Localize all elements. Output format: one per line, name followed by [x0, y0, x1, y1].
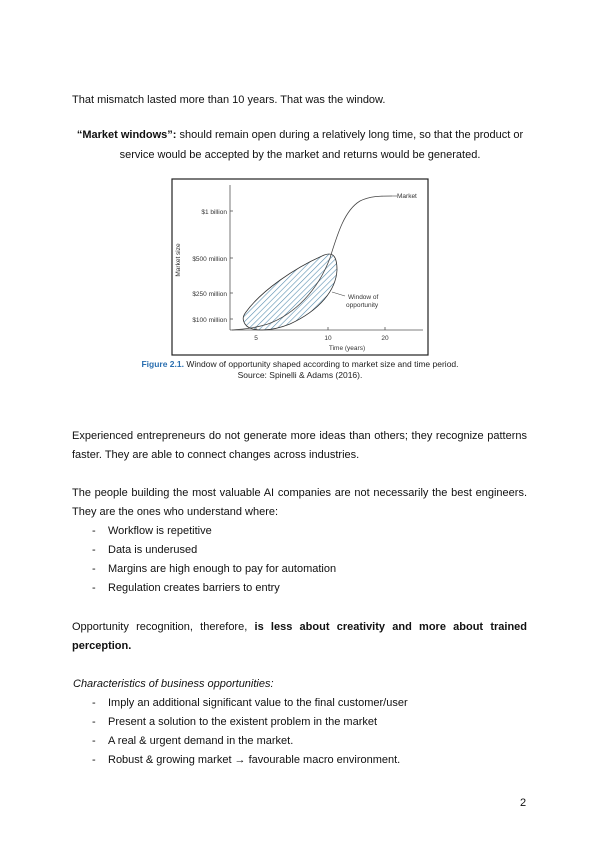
- text-bold: is less about creativity and more about trained: [254, 621, 527, 633]
- market-windows-label: “Market windows”:: [76, 129, 177, 141]
- list-item-text: A real & urgent demand in the market.: [108, 735, 294, 747]
- market-windows-text: should remain open during a relatively long time, so that the product or: [179, 129, 524, 141]
- y-axis-label: Market size: [175, 243, 182, 277]
- caption-text: Window of opportunity shaped according to market size and time period.: [186, 359, 459, 369]
- figure-source: Source: Spinelli & Adams (2016).: [237, 370, 363, 380]
- bullet-dash: -: [92, 754, 96, 766]
- list-item-text: Data is underused: [108, 544, 198, 556]
- y-tick-100m: $100 million: [192, 317, 227, 324]
- y-tick-500m: $500 million: [192, 256, 227, 263]
- list-item-text: Robust & growing market → favourable macro environment.: [108, 754, 401, 766]
- window-label-2: opportunity: [346, 302, 379, 309]
- list-item-text: Regulation creates barriers to entry: [108, 582, 280, 594]
- paragraph-opportunity-line1: [72, 620, 527, 634]
- paragraph-experienced-line2: faster. They are able to connect changes across industries.: [72, 449, 360, 461]
- x-tick-5: 5: [254, 335, 258, 342]
- bullet-dash: -: [92, 697, 96, 709]
- paragraph-experienced-line1: Experienced entrepreneurs do not generate more ideas than others; they recognize patterns: [72, 430, 527, 442]
- bullet-dash: -: [92, 544, 96, 556]
- y-tick-250m: $250 million: [192, 291, 227, 298]
- text-bold: perception.: [72, 640, 132, 652]
- list-item-text: Margins are high enough to pay for automation: [108, 563, 337, 575]
- page-number: 2: [520, 797, 527, 809]
- list-item-text: Imply an additional significant value to the final customer/user: [108, 697, 408, 709]
- paragraph-ai-line1: The people building the most valuable AI companies are not necessarily the best engineers.: [72, 487, 527, 499]
- characteristics-heading: Characteristics of business opportunities:: [73, 678, 274, 690]
- market-windows-line2: service would be accepted by the market and returns would be generated.: [119, 149, 481, 161]
- market-label: Market: [397, 193, 417, 200]
- paragraph-opportunity-line2: [72, 639, 131, 653]
- figure-caption: [100, 359, 500, 370]
- paragraph-mismatch: That mismatch lasted more than 10 years. That was the window.: [72, 94, 386, 106]
- y-tick-1b: $1 billion: [201, 209, 227, 216]
- list-item-text: Present a solution to the existent problem in the market: [108, 716, 378, 728]
- text-normal: Opportunity recognition, therefore,: [72, 621, 248, 633]
- list-item-text: Workflow is repetitive: [108, 525, 212, 537]
- x-tick-20: 20: [381, 335, 389, 342]
- bullet-dash: -: [92, 582, 96, 594]
- bullet-dash: -: [92, 563, 96, 575]
- x-axis-label: Time (years): [328, 345, 366, 352]
- window-of-opportunity-figure: [0, 0, 600, 400]
- figure-number: Figure 2.1.: [141, 359, 184, 369]
- x-tick-10: 10: [324, 335, 332, 342]
- bullet-dash: -: [92, 525, 96, 537]
- paragraph-ai-line2: They are the ones who understand where:: [72, 506, 279, 518]
- window-label-1: Window of: [348, 294, 379, 301]
- bullet-dash: -: [92, 735, 96, 747]
- bullet-dash: -: [92, 716, 96, 728]
